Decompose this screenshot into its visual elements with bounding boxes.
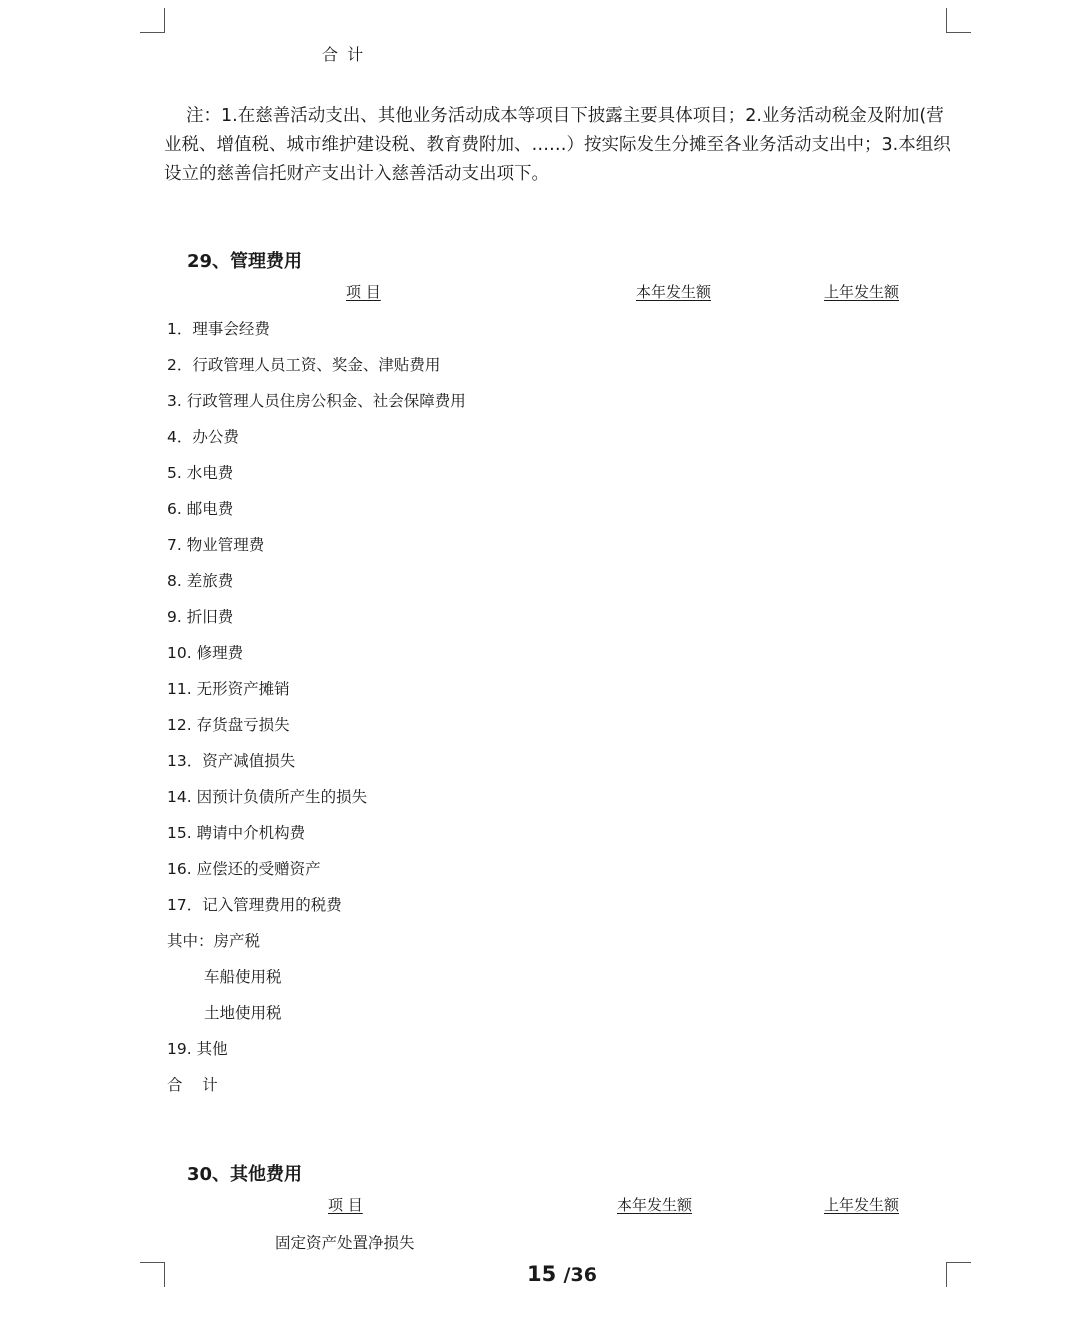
- page-current: 15: [527, 1262, 557, 1286]
- expense-row: 车船使用税: [204, 968, 282, 986]
- expense-row: 3. 行政管理人员住房公积金、社会保障费用: [167, 392, 466, 410]
- section-30-title: 30、其他费用: [187, 1164, 303, 1185]
- expense-row: 固定资产处置净损失: [275, 1234, 415, 1252]
- expense-row: 土地使用税: [204, 1004, 282, 1022]
- expense-row: 11. 无形资产摊销: [167, 680, 290, 698]
- crop-mark-bottom-right: [946, 1262, 971, 1287]
- expense-row: 13．资产减值损失: [167, 752, 296, 770]
- expense-row: 6. 邮电费: [167, 500, 234, 518]
- section-29-title: 29、管理费用: [187, 251, 303, 272]
- expense-row: 5. 水电费: [167, 464, 234, 482]
- section-29-header-current: 本年发生额: [636, 283, 712, 301]
- expense-row: 9. 折旧费: [167, 608, 234, 626]
- expense-row: 15. 聘请中介机构费: [167, 824, 306, 842]
- expense-row: 10. 修理费: [167, 644, 244, 662]
- expense-row: 12. 存货盘亏损失: [167, 716, 290, 734]
- crop-mark-bottom-left: [140, 1262, 165, 1287]
- section-30-header-previous: 上年发生额: [824, 1196, 900, 1214]
- expense-row: 16. 应偿还的受赠资产: [167, 860, 321, 878]
- expense-row: 14. 因预计负债所产生的损失: [167, 788, 368, 806]
- crop-mark-top-left: [140, 8, 165, 33]
- section-30-header-current: 本年发生额: [617, 1196, 693, 1214]
- expense-row: 2．行政管理人员工资、奖金、津贴费用: [167, 356, 441, 374]
- expense-row: 19. 其他: [167, 1040, 228, 1058]
- expense-row: 7. 物业管理费: [167, 536, 265, 554]
- expense-row: 8. 差旅费: [167, 572, 234, 590]
- section-29-header-previous: 上年发生额: [824, 283, 900, 301]
- note-text: 注：1.在慈善活动支出、其他业务活动成本等项目下披露主要具体项目；2.业务活动税金及附加(营业税、增值税、城市维护建设税、教育费附加、……）按实际发生分摊至各业务活动支出中；3.本组织设立的慈善信托财产支出计入慈善活动支出项下。: [164, 106, 951, 184]
- expense-row: 4．办公费: [167, 428, 239, 446]
- section-29-header-item: 项 目: [346, 283, 381, 301]
- expense-row: 其中：房产税: [167, 932, 261, 950]
- top-total-label: 合 计: [322, 45, 366, 64]
- page-total: /36: [563, 1264, 597, 1286]
- expense-row: 17．记入管理费用的税费: [167, 896, 342, 914]
- crop-mark-top-right: [946, 8, 971, 33]
- section-29-total: 合 计: [167, 1076, 218, 1094]
- note-paragraph: [164, 102, 954, 189]
- page-number: [527, 1262, 597, 1286]
- section-30-header-item: 项 目: [328, 1196, 363, 1214]
- expense-row: 1．理事会经费: [167, 320, 270, 338]
